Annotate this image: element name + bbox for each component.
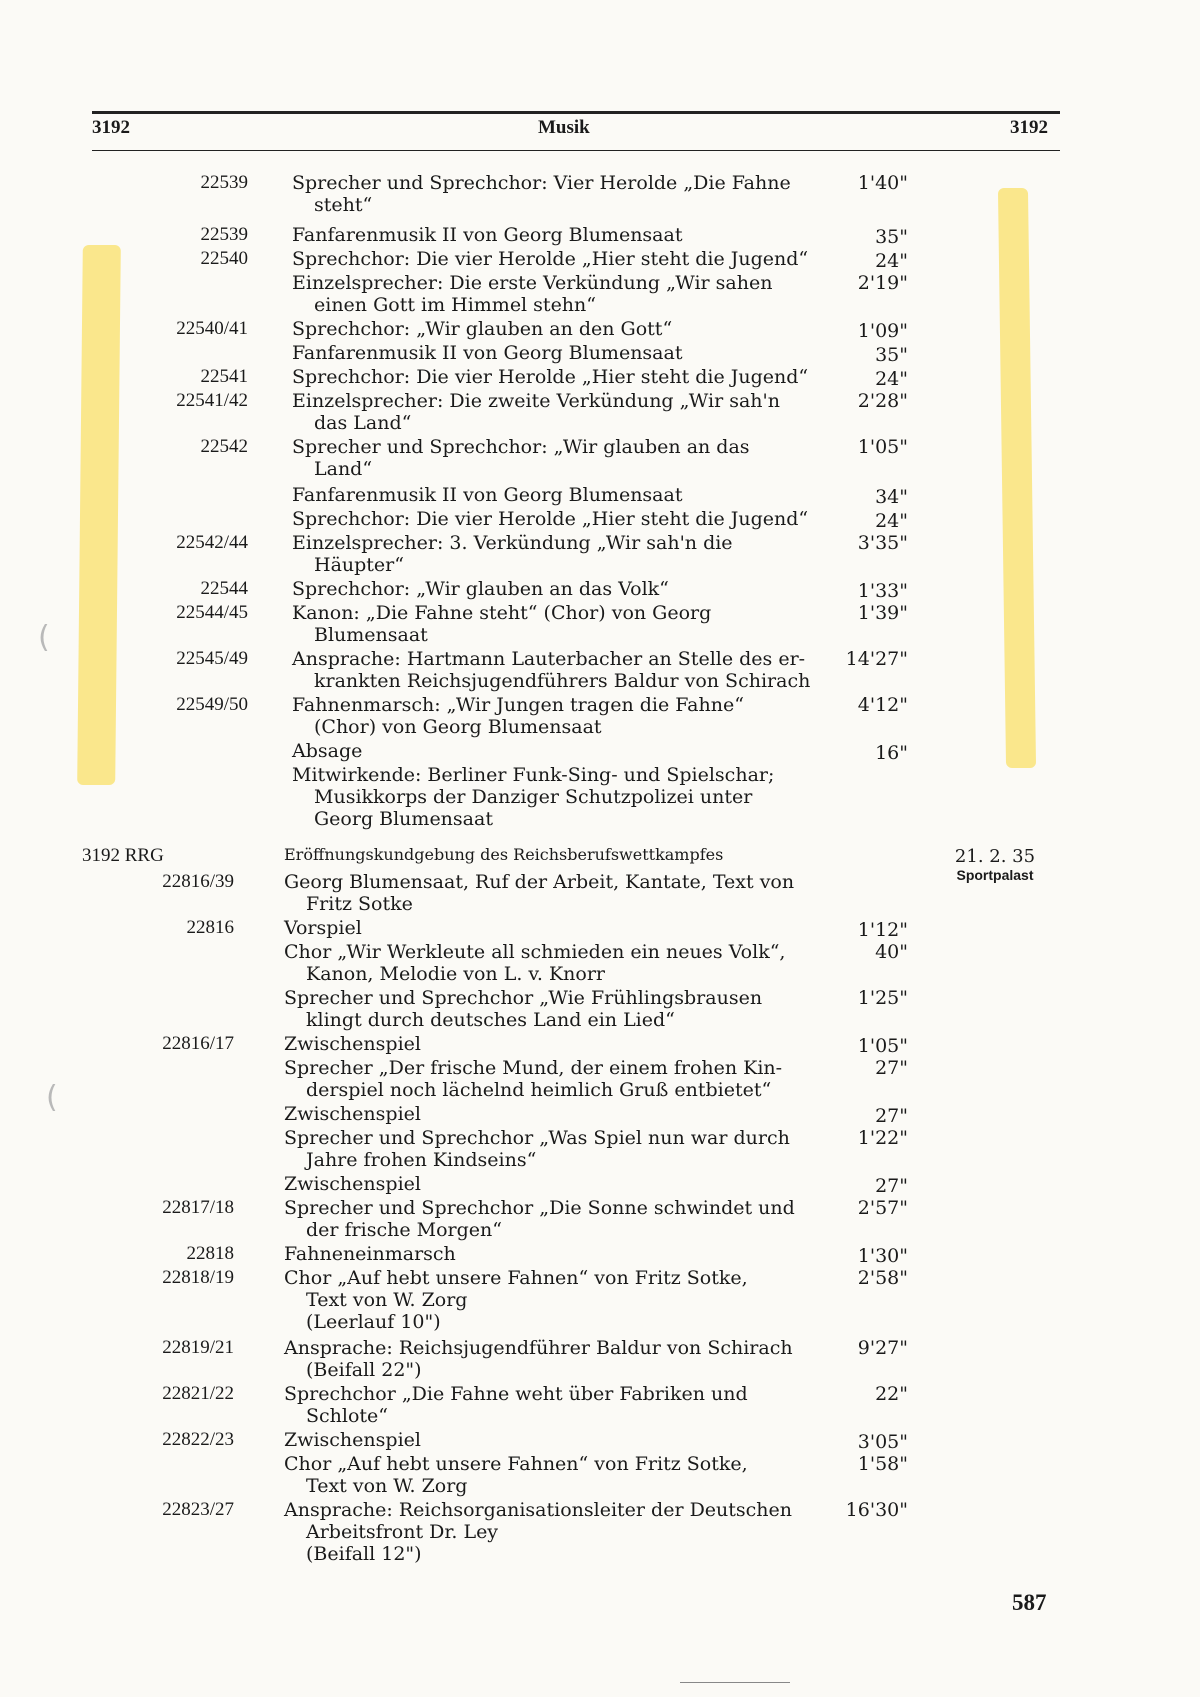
- catalog-number: 22816/17: [162, 1033, 234, 1054]
- entry-continuation-line: klingt durch deutsches Land ein Lied“: [306, 1009, 675, 1031]
- catalog-number: 22542/44: [176, 532, 248, 553]
- catalog-number: 22544: [200, 578, 248, 599]
- entry-line: Chor „Wir Werkleute all schmieden ein neues Volk“,: [284, 941, 786, 963]
- header-rule-bottom: [92, 150, 1060, 151]
- entry-line: Sprecher und Sprechchor „Was Spiel nun war durch: [284, 1127, 790, 1149]
- entry-description: [292, 694, 852, 738]
- entry-line: Sprecher und Sprechchor: „Wir glauben an das: [292, 436, 750, 458]
- catalog-number: 22549/50: [176, 694, 248, 715]
- entry-continuation-line: krankten Reichsjugendführers Baldur von Schirach: [314, 670, 811, 692]
- entry-description: [292, 648, 852, 692]
- entry-continuation-line: Arbeitsfront Dr. Ley: [306, 1521, 499, 1543]
- entry-continuation-line: Text von W. Zorg: [306, 1289, 468, 1311]
- entry-description: [292, 740, 852, 762]
- catalog-number: 22816/39: [162, 871, 234, 892]
- header-title: Musik: [538, 117, 590, 138]
- entry-description: [292, 272, 852, 316]
- entry-duration: 9'27": [857, 1337, 908, 1359]
- entry-line: Georg Blumensaat, Ruf der Arbeit, Kantate, Text von: [284, 871, 795, 893]
- entry-description: [284, 1453, 844, 1497]
- entry-line: Sprechchor: Die vier Herolde „Hier steht die Jugend“: [292, 508, 809, 530]
- highlighter-mark-left: [77, 245, 121, 785]
- entry-duration: 4'12": [857, 694, 908, 716]
- punch-hole-mark: (: [38, 620, 50, 655]
- entry-line: Absage: [292, 740, 363, 762]
- entry-continuation-line: Text von W. Zorg: [306, 1475, 468, 1497]
- catalog-number: 22539: [200, 224, 248, 245]
- entry-duration: 1'39": [857, 602, 908, 624]
- highlighter-mark-right: [998, 188, 1036, 768]
- entry-line: Fanfarenmusik II von Georg Blumensaat: [292, 224, 683, 246]
- entry-duration: 22": [875, 1383, 908, 1405]
- entry-continuation-line: der frische Morgen“: [306, 1219, 502, 1241]
- entry-description: [292, 172, 852, 216]
- entry-description: [284, 941, 844, 985]
- entry-line: Zwischenspiel: [284, 1429, 421, 1451]
- entry-line: Einzelsprecher: Die zweite Verkündung „Wir sah'n: [292, 390, 780, 412]
- entry-line: Fanfarenmusik II von Georg Blumensaat: [292, 484, 683, 506]
- entry-duration: 24": [875, 250, 908, 272]
- entry-description: [284, 1197, 844, 1241]
- entry-line: Chor „Auf hebt unsere Fahnen“ von Fritz Sotke,: [284, 1267, 748, 1289]
- entry-duration: 2'28": [857, 390, 908, 412]
- entry-duration: 1'09": [857, 320, 908, 342]
- entry-description: [292, 342, 852, 364]
- entry-duration: 2'19": [857, 272, 908, 294]
- entry-description: [292, 366, 852, 388]
- catalog-number: 22816: [186, 917, 234, 938]
- entry-duration: 14'27": [845, 648, 908, 670]
- entry-duration: 3'35": [857, 532, 908, 554]
- entry-line: Einzelsprecher: Die erste Verkündung „Wir sahen: [292, 272, 773, 294]
- entry-continuation-line: Blumensaat: [314, 624, 428, 646]
- section-place: Sportpalast: [956, 867, 1034, 883]
- entry-description: [284, 987, 844, 1031]
- entry-line: Sprechchor „Die Fahne weht über Fabriken und: [284, 1383, 748, 1405]
- entry-duration: 24": [875, 368, 908, 390]
- entry-description: [284, 1429, 844, 1451]
- section-number: 3192 RRG: [82, 845, 164, 866]
- entry-description: [292, 764, 852, 830]
- catalog-number: 22539: [200, 172, 248, 193]
- catalog-number: 22817/18: [162, 1197, 234, 1218]
- entry-description: [284, 871, 844, 915]
- entry-description: [284, 1173, 844, 1195]
- catalog-number: 22819/21: [162, 1337, 234, 1358]
- entry-duration: 1'05": [857, 1035, 908, 1057]
- entry-line: Sprecher „Der frische Mund, der einem frohen Kin-: [284, 1057, 783, 1079]
- entry-description: [292, 390, 852, 434]
- entry-line: Vorspiel: [284, 917, 362, 939]
- entry-duration: 2'58": [857, 1267, 908, 1289]
- entry-description: [292, 436, 852, 480]
- entry-duration: 27": [875, 1175, 908, 1197]
- entry-description: [284, 1033, 844, 1055]
- entry-line: Fahnenmarsch: „Wir Jungen tragen die Fahne“: [292, 694, 744, 716]
- entry-description: [284, 1127, 844, 1171]
- catalog-number: 22540/41: [176, 318, 248, 339]
- header-rule-top: [92, 111, 1060, 114]
- entry-line: Einzelsprecher: 3. Verkündung „Wir sah'n die: [292, 532, 733, 554]
- entry-description: [284, 917, 844, 939]
- catalog-number: 22544/45: [176, 602, 248, 623]
- entry-duration: 34": [875, 486, 908, 508]
- entry-duration: 1'22": [857, 1127, 908, 1149]
- entry-description: [292, 532, 852, 576]
- entry-description: [292, 224, 852, 246]
- punch-hole-mark: (: [46, 1080, 58, 1115]
- entry-description: [292, 578, 852, 600]
- entry-line: Zwischenspiel: [284, 1173, 421, 1195]
- entry-description: [292, 508, 852, 530]
- entry-continuation-line: einen Gott im Himmel stehn“: [314, 294, 596, 316]
- entry-line: Sprechchor: Die vier Herolde „Hier steht die Jugend“: [292, 366, 809, 388]
- entry-line: Chor „Auf hebt unsere Fahnen“ von Fritz Sotke,: [284, 1453, 748, 1475]
- entry-line: Mitwirkende: Berliner Funk-Sing- und Spielschar;: [292, 764, 775, 786]
- entry-continuation-line: Fritz Sotke: [306, 893, 413, 915]
- catalog-number: 22823/27: [162, 1499, 234, 1520]
- entry-description: [284, 1267, 844, 1333]
- entry-line: Sprecher und Sprechchor „Wie Frühlingsbrausen: [284, 987, 763, 1009]
- entry-continuation-line: steht“: [314, 194, 373, 216]
- entry-duration: 1'40": [857, 172, 908, 194]
- entry-line: Kanon: „Die Fahne steht“ (Chor) von Georg: [292, 602, 712, 624]
- entry-duration: 2'57": [857, 1197, 908, 1219]
- entry-duration: 1'30": [857, 1245, 908, 1267]
- catalog-number: 22541: [200, 366, 248, 387]
- catalog-number: 22540: [200, 248, 248, 269]
- entry-duration: 27": [875, 1057, 908, 1079]
- section-date-place: [930, 846, 1060, 883]
- entry-duration: 1'58": [857, 1453, 908, 1475]
- entry-duration: 1'05": [857, 436, 908, 458]
- entry-line: Ansprache: Reichsjugendführer Baldur von Schirach: [284, 1337, 793, 1359]
- entry-description: [284, 1337, 844, 1381]
- entry-line: Sprechchor: „Wir glauben an das Volk“: [292, 578, 669, 600]
- entry-duration: 16'30": [845, 1499, 908, 1521]
- entry-continuation-line: Schlote“: [306, 1405, 389, 1427]
- entry-continuation-line: Jahre frohen Kindseins“: [306, 1149, 537, 1171]
- entry-description: [292, 602, 852, 646]
- catalog-number: 22545/49: [176, 648, 248, 669]
- entry-continuation-line: das Land“: [314, 412, 412, 434]
- catalog-number: 22822/23: [162, 1429, 234, 1450]
- catalog-number: 22818: [186, 1243, 234, 1264]
- entry-description: [284, 1103, 844, 1125]
- section-title: Eröffnungskundgebung des Reichsberufswettkampfes: [284, 845, 724, 864]
- page-number: 587: [1012, 1590, 1047, 1615]
- entry-line: Zwischenspiel: [284, 1103, 421, 1125]
- entry-continuation-line: Land“: [314, 458, 373, 480]
- entry-continuation-line: (Chor) von Georg Blumensaat: [314, 716, 602, 738]
- entry-line: Fanfarenmusik II von Georg Blumensaat: [292, 342, 683, 364]
- entry-duration: 24": [875, 510, 908, 532]
- catalog-number: 22821/22: [162, 1383, 234, 1404]
- entry-description: [284, 1383, 844, 1427]
- entry-line: Sprecher und Sprechchor „Die Sonne schwindet und: [284, 1197, 795, 1219]
- entry-duration: 3'05": [857, 1431, 908, 1453]
- entry-line: Sprechchor: „Wir glauben an den Gott“: [292, 318, 673, 340]
- entry-duration: 40": [875, 941, 908, 963]
- catalog-number: 22542: [200, 436, 248, 457]
- entry-duration: 27": [875, 1105, 908, 1127]
- entry-duration: 35": [875, 344, 908, 366]
- entry-description: [292, 318, 852, 340]
- entry-line: Zwischenspiel: [284, 1033, 421, 1055]
- entry-description: [292, 248, 852, 270]
- catalog-number: 22818/19: [162, 1267, 234, 1288]
- entry-continuation-line: derspiel noch lächelnd heimlich Gruß entbietet“: [306, 1079, 772, 1101]
- entry-continuation-line: Kanon, Melodie von L. v. Knorr: [306, 963, 605, 985]
- entry-duration: 1'25": [857, 987, 908, 1009]
- entry-description: [292, 484, 852, 506]
- entry-description: [284, 1499, 844, 1565]
- entry-line: Sprecher und Sprechchor: Vier Herolde „Die Fahne: [292, 172, 791, 194]
- entry-line: Ansprache: Hartmann Lauterbacher an Stelle des er-: [292, 648, 806, 670]
- entry-line: Ansprache: Reichsorganisationsleiter der Deutschen: [284, 1499, 793, 1521]
- section-date: 21. 2. 35: [954, 846, 1036, 867]
- header-left-number: 3192: [92, 117, 130, 138]
- header-right-number: 3192: [1010, 117, 1048, 138]
- entry-duration: 1'33": [857, 580, 908, 602]
- entry-continuation-line: (Beifall 22"): [306, 1359, 422, 1381]
- entry-duration: 35": [875, 226, 908, 248]
- entry-duration: 16": [875, 742, 908, 764]
- entry-duration: 1'12": [857, 919, 908, 941]
- entry-description: [284, 1243, 844, 1265]
- entry-line: Sprechchor: Die vier Herolde „Hier steht die Jugend“: [292, 248, 809, 270]
- entry-continuation-line: Häupter“: [314, 554, 404, 576]
- footer-rule: [680, 1682, 790, 1683]
- entry-continuation-line: (Leerlauf 10"): [306, 1311, 441, 1333]
- entry-continuation-line: Musikkorps der Danziger Schutzpolizei unter: [314, 786, 753, 808]
- catalog-number: 22541/42: [176, 390, 248, 411]
- entry-continuation-line: (Beifall 12"): [306, 1543, 422, 1565]
- entry-description: [284, 1057, 844, 1101]
- entry-line: Fahneneinmarsch: [284, 1243, 456, 1265]
- entry-continuation-line: Georg Blumensaat: [314, 808, 493, 830]
